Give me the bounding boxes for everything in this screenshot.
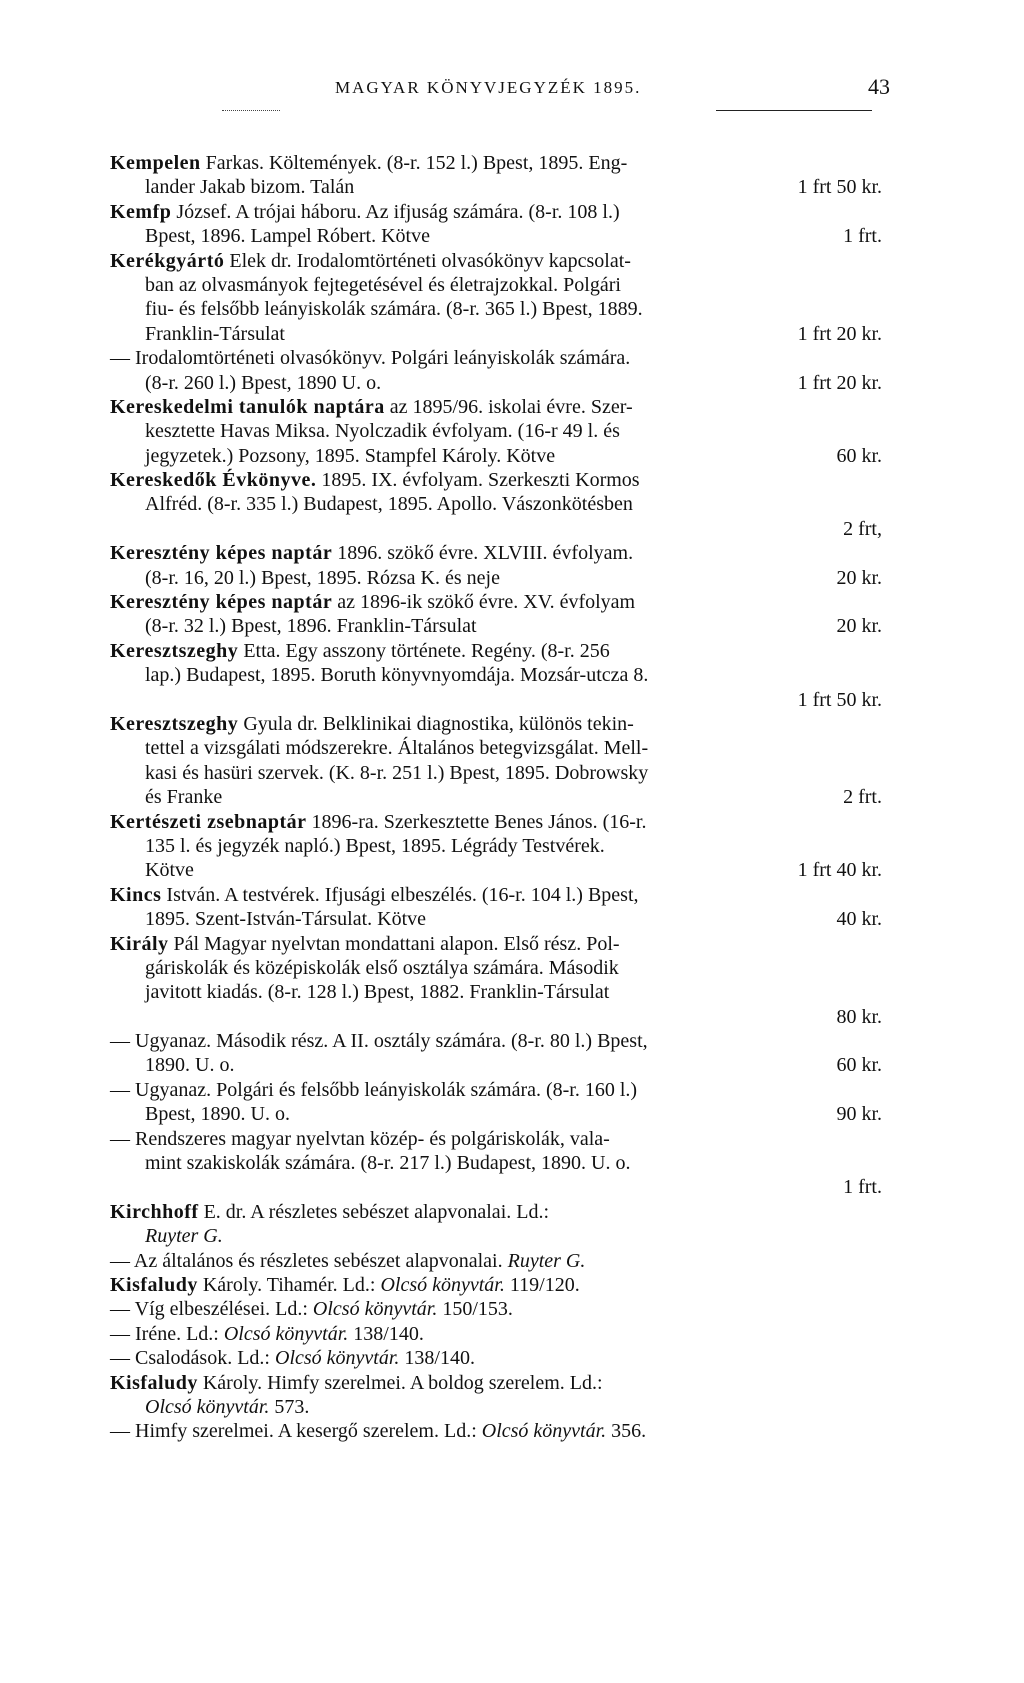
entry-body: lander Jakab bizom. Talán [145, 176, 355, 199]
entry-price: 1 frt. [843, 225, 882, 248]
entry-price: 1 frt. [843, 1176, 882, 1199]
entry-body: (8-r. 32 l.) Bpest, 1896. Franklin-Társulat [145, 615, 477, 638]
entry-body: E. dr. A részletes sebészet alapvonalai. Ld.: [198, 1200, 550, 1223]
entry-reference: Ruyter G. [507, 1249, 586, 1272]
entry-body: fiu- és felsőbb leányiskolák számára. (8-r. 365 l.) Bpest, 1889. [145, 298, 643, 321]
running-title: MAGYAR KÖNYVJEGYZÉK 1895. [335, 78, 642, 97]
entry-line [110, 1029, 882, 1053]
entry-text [145, 736, 648, 760]
entry-body: tettel a vizsgálati módszerekre. Általános betegvizsgálat. Mell- [145, 737, 649, 760]
entry-text [145, 858, 194, 882]
entry-body: Pál Magyar nyelvtan mondattani alapon. Első rész. Pol- [168, 932, 620, 955]
entry-price: 2 frt. [843, 786, 882, 809]
entry-body: Elek dr. Irodalomtörténeti olvasókönyv kapcsolat- [224, 249, 631, 272]
entry-line [110, 249, 882, 273]
entry-text [110, 1371, 603, 1395]
entry-text [145, 175, 354, 199]
entry-body: ban az olvasmányok fejtegetésével és életrajzokkal. Polgári [145, 273, 621, 296]
entry-line [110, 1224, 882, 1248]
entry-line [110, 639, 882, 663]
entry-line [110, 1346, 882, 1370]
entry-heading: Kempelen [110, 152, 201, 174]
entry-text [110, 346, 630, 370]
entry-price: 1 frt 40 kr. [797, 859, 882, 882]
entry-line [110, 395, 882, 419]
entry-body: József. A trójai háboru. Az ifjuság számára. (8-r. 108 l.) [171, 200, 620, 223]
entry-body: Kötve [145, 859, 194, 882]
page-header [0, 70, 1024, 110]
entry-body: Farkas. Költemények. (8-r. 152 l.) Bpest, 1895. Eng- [200, 152, 628, 174]
entry-line [110, 907, 882, 931]
entry-body: 138/140. [399, 1347, 475, 1370]
entry-text [145, 785, 222, 809]
entry-text [145, 273, 621, 297]
entry-reference: Ruyter G. [145, 1225, 223, 1248]
entry-text [110, 1029, 648, 1053]
entry-heading: Kirchhoff [110, 1200, 199, 1223]
header-rule-right [716, 110, 872, 111]
entry-text [145, 1053, 234, 1077]
entry-body: — Himfy szerelmei. A kesergő szerelem. Ld.: [110, 1420, 482, 1443]
entry-line [110, 1249, 882, 1273]
entry-text [145, 907, 426, 931]
entry-heading: Király [110, 932, 169, 955]
entry-text [110, 1419, 646, 1443]
entry-body: Bpest, 1890. U. o. [145, 1103, 290, 1126]
entry-line [110, 297, 882, 321]
entry-body: az 1896-ik szökő évre. XV. évfolyam [332, 591, 636, 614]
entry-text [110, 1249, 585, 1273]
entry-line [110, 273, 882, 297]
entry-price: 80 kr. [836, 1005, 882, 1028]
entry-line [110, 468, 882, 492]
entry-body: — Rendszeres magyar nyelvtan közép- és polgáriskolák, vala- [110, 1127, 610, 1150]
entry-body: 573. [269, 1395, 310, 1418]
entry-reference: Olcsó könyvtár. [145, 1395, 270, 1418]
entry-body: 1896. szökő évre. XLVIII. évfolyam. [332, 542, 634, 565]
entry-text [145, 761, 648, 785]
entry-body: 119/120. [504, 1273, 580, 1296]
entry-body: lap.) Budapest, 1895. Boruth könyvnyomdája. Mozsár-utcza 8. [145, 664, 649, 687]
entry-price: 1 frt 20 kr. [797, 322, 882, 345]
entry-text [145, 956, 619, 980]
entry-text [145, 492, 633, 516]
entry-line [110, 371, 882, 395]
entry-body: Franklin-Társulat [145, 322, 285, 345]
entry-body: 1895. IX. évfolyam. Szerkeszti Kormos [316, 469, 640, 492]
entry-heading: Kisfaludy [110, 1371, 198, 1394]
entry-body: 356. [606, 1420, 647, 1443]
entry-body: Gyula dr. Belklinikai diagnostika, különös tekin- [238, 712, 634, 735]
entry-line [110, 1297, 882, 1321]
entry-body: kasi és hasüri szervek. (K. 8-r. 251 l.) Bpest, 1895. Dobrowsky [145, 761, 649, 784]
entry-text [145, 663, 648, 687]
entry-line [110, 1005, 882, 1029]
entry-body: 1890. U. o. [145, 1054, 235, 1077]
entry-line [110, 492, 882, 516]
entry-price: 40 kr. [836, 908, 882, 931]
entry-body: és Franke [145, 786, 223, 809]
entry-line [110, 1200, 882, 1224]
entry-reference: Olcsó könyvtár. [312, 1298, 438, 1321]
entry-text [145, 224, 430, 248]
entry-text [145, 1395, 309, 1419]
entry-line [110, 712, 882, 736]
entry-reference: Olcsó könyvtár. [481, 1420, 607, 1443]
entry-price: 20 kr. [836, 566, 882, 589]
entry-text [110, 249, 631, 273]
entry-heading: Kerékgyártó [110, 249, 225, 272]
entry-text [110, 395, 633, 419]
entry-heading: Kisfaludy [110, 1273, 198, 1296]
entry-line [110, 1151, 882, 1175]
entry-body: — Ugyanaz. Második rész. A II. osztály számára. (8-r. 80 l.) Bpest, [110, 1030, 648, 1053]
entry-body: — Az általános és részletes sebészet alapvonalai. [110, 1249, 508, 1272]
entry-line [110, 858, 882, 882]
entry-heading: Keresztszeghy [110, 639, 239, 662]
entry-body: (8-r. 16, 20 l.) Bpest, 1895. Rózsa K. és neje [145, 566, 500, 589]
entry-text [110, 932, 620, 956]
entry-line [110, 688, 882, 712]
entry-text [145, 371, 381, 395]
entry-line [110, 1078, 882, 1102]
entry-body: 1895. Szent-István-Társulat. Kötve [145, 908, 427, 931]
entry-text [145, 614, 477, 638]
page-number: 43 [868, 74, 890, 99]
entry-text [145, 322, 285, 346]
entry-price: 90 kr. [836, 1103, 882, 1126]
entry-body: — Irodalomtörténeti olvasókönyv. Polgári leányiskolák számára. [110, 347, 631, 370]
entry-body: Károly. Himfy szerelmei. A boldog szerelem. Ld.: [197, 1371, 603, 1394]
entry-line [110, 980, 882, 1004]
entry-line [110, 883, 882, 907]
entry-line [110, 1102, 882, 1126]
entry-body: Bpest, 1896. Lampel Róbert. Kötve [145, 225, 430, 248]
entry-body: István. A testvérek. Ifjusági elbeszélés. (16-r. 104 l.) Bpest, [161, 883, 639, 906]
entry-body: — Víg elbeszélései. Ld.: [110, 1298, 313, 1321]
entry-text [110, 1078, 637, 1102]
entry-text [145, 1102, 290, 1126]
entry-body: 135 l. és jegyzék napló.) Bpest, 1895. Légrády Testvérek. [145, 834, 605, 857]
entry-price: 1 frt 20 kr. [797, 371, 882, 394]
entry-body: (8-r. 260 l.) Bpest, 1890 U. o. [145, 371, 382, 394]
catalog-entries [110, 151, 882, 1444]
entry-body: mint szakiskolák számára. (8-r. 217 l.) Budapest, 1890. U. o. [145, 1152, 631, 1175]
entry-price: 60 kr. [836, 444, 882, 467]
entry-line [110, 761, 882, 785]
entry-price: 2 frt, [843, 517, 882, 540]
entry-text [110, 1297, 513, 1321]
entry-text [145, 1224, 223, 1248]
entry-line [110, 1127, 882, 1151]
entry-text [110, 1127, 610, 1151]
entry-line [110, 541, 882, 565]
entry-text [145, 980, 609, 1004]
entry-body: Etta. Egy asszony története. Regény. (8-r. 256 [238, 639, 610, 662]
entry-text [145, 566, 500, 590]
entry-line [110, 200, 882, 224]
entry-line [110, 834, 882, 858]
entry-body: — Ugyanaz. Polgári és felsőbb leányiskolák számára. (8-r. 160 l.) [110, 1078, 638, 1101]
entry-text [145, 297, 643, 321]
entry-body: — Iréne. Ld.: [110, 1322, 224, 1345]
entry-text [110, 1346, 475, 1370]
entry-line [110, 322, 882, 346]
entry-line [110, 346, 882, 370]
entry-body: — Csalodások. Ld.: [110, 1347, 275, 1370]
entry-body: Károly. Tihamér. Ld.: [197, 1273, 381, 1296]
entry-text [110, 468, 640, 492]
entry-body: kesztette Havas Miksa. Nyolczadik évfolyam. (16-r 49 l. és [145, 420, 620, 443]
entry-line [110, 175, 882, 199]
entry-line [110, 1322, 882, 1346]
entry-reference: Olcsó könyvtár. [380, 1273, 505, 1296]
header-rule-left [222, 110, 280, 111]
entry-body: jegyzetek.) Pozsony, 1895. Stampfel Károly. Kötve [145, 444, 556, 467]
entry-heading: Kincs [110, 883, 162, 906]
entry-line [110, 1175, 882, 1199]
entry-price: 20 kr. [836, 615, 882, 638]
entry-line [110, 419, 882, 443]
entry-text [110, 200, 620, 224]
entry-text [110, 151, 627, 175]
entry-line [110, 151, 882, 175]
entry-body: gáriskolák és középiskolák első osztálya számára. Második [145, 956, 619, 979]
entry-heading: Keresztény képes naptár [110, 591, 333, 614]
entry-line [110, 1395, 882, 1419]
entry-text [145, 444, 555, 468]
entry-body: az 1895/96. iskolai évre. Szer- [384, 395, 633, 418]
entry-text [110, 1200, 549, 1224]
entry-line [110, 224, 882, 248]
entry-line [110, 566, 882, 590]
entry-text [110, 639, 610, 663]
entry-text [110, 883, 639, 907]
entry-body: 1896-ra. Szerkesztette Benes János. (16-r. [306, 810, 647, 833]
entry-line [110, 444, 882, 468]
entry-line [110, 785, 882, 809]
entry-line [110, 1053, 882, 1077]
entry-body: 138/140. [348, 1322, 424, 1345]
entry-text [110, 590, 635, 614]
entry-line [110, 517, 882, 541]
entry-heading: Keresztszeghy [110, 712, 239, 735]
entry-text [145, 1151, 630, 1175]
entry-line [110, 1273, 882, 1297]
entry-line [110, 1419, 882, 1443]
entry-text [110, 1273, 580, 1297]
entry-text [110, 541, 633, 565]
entry-reference: Olcsó könyvtár. [223, 1322, 349, 1345]
entry-line [110, 614, 882, 638]
entry-heading: Keresztény képes naptár [110, 542, 333, 565]
entry-body: Alfréd. (8-r. 335 l.) Budapest, 1895. Apollo. Vászonkötésben [145, 493, 633, 516]
entry-line [110, 932, 882, 956]
entry-text [110, 1322, 424, 1346]
entry-price: 60 kr. [836, 1054, 882, 1077]
entry-text [145, 834, 605, 858]
entry-text [110, 810, 646, 834]
entry-body: 150/153. [437, 1298, 513, 1321]
entry-price: 1 frt 50 kr. [797, 176, 882, 199]
entry-text [110, 712, 634, 736]
entry-heading: Kereskedők Évkönyve. [110, 469, 317, 492]
entry-line [110, 1371, 882, 1395]
entry-line [110, 956, 882, 980]
entry-line [110, 590, 882, 614]
entry-price: 1 frt 50 kr. [797, 688, 882, 711]
entry-line [110, 663, 882, 687]
entry-heading: Kemfp [110, 200, 172, 223]
entry-reference: Olcsó könyvtár. [275, 1347, 400, 1370]
entry-line [110, 810, 882, 834]
entry-heading: Kertészeti zsebnaptár [110, 810, 307, 833]
entry-heading: Kereskedelmi tanulók naptára [110, 395, 385, 418]
entry-body: javitott kiadás. (8-r. 128 l.) Bpest, 1882. Franklin-Társulat [145, 981, 610, 1004]
entry-text [145, 419, 620, 443]
entry-line [110, 736, 882, 760]
